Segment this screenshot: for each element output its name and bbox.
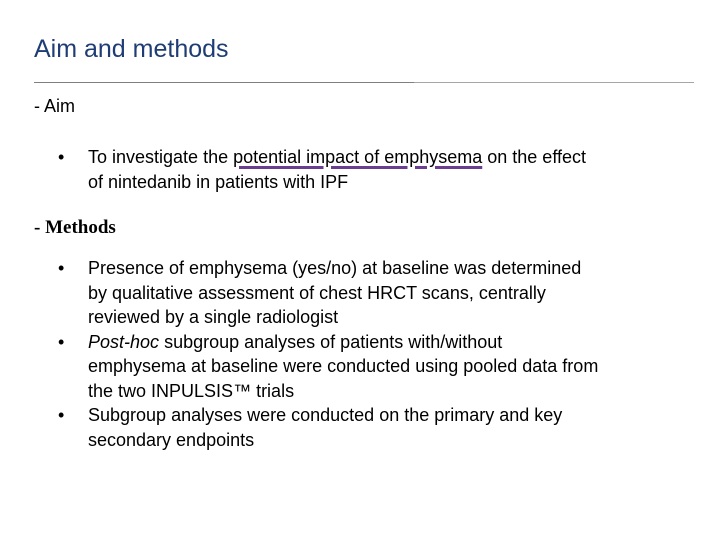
aim-bullet-line: of nintedanib in patients with IPF bbox=[88, 171, 349, 192]
methods-bullet-line: secondary endpoints bbox=[88, 429, 255, 450]
methods-bullet-line: by qualitative assessment of chest HRCT scans, centrally bbox=[88, 282, 546, 303]
methods-heading: - Methods bbox=[34, 217, 116, 238]
aim-heading: - Aim bbox=[34, 96, 76, 116]
post-hoc-italic: Post-hoc bbox=[88, 331, 160, 352]
methods-bullet-line bbox=[88, 330, 698, 355]
aim-underlined-phrase: potential impact of emphysema bbox=[233, 147, 483, 167]
methods-bullet-line: the two INPULSIS™ trials bbox=[88, 380, 295, 401]
methods-text-rest: subgroup analyses of patients with/without bbox=[164, 331, 503, 352]
methods-bullet-item bbox=[58, 330, 698, 404]
methods-bullet-line: reviewed by a single radiologist bbox=[88, 307, 339, 327]
methods-bullet-list bbox=[58, 256, 698, 452]
aim-bullet-item bbox=[58, 145, 698, 194]
methods-bullet-line: emphysema at baseline were conducted using pooled data from bbox=[88, 356, 599, 376]
title-divider-accent bbox=[34, 82, 414, 83]
bullet-marker: • bbox=[58, 258, 65, 278]
methods-bullet-line: Presence of emphysema (yes/no) at baseline was determined bbox=[88, 258, 582, 278]
aim-bullet-line bbox=[88, 145, 698, 170]
bullet-marker: • bbox=[58, 405, 65, 425]
aim-bullet-list bbox=[58, 145, 698, 194]
aim-text-pre: To investigate the bbox=[88, 147, 229, 167]
methods-bullet-line: Subgroup analyses were conducted on the primary and key bbox=[88, 405, 563, 425]
bullet-marker: • bbox=[58, 331, 65, 352]
methods-bullet-item bbox=[58, 403, 698, 452]
bullet-marker: • bbox=[58, 147, 65, 167]
methods-bullet-item bbox=[58, 256, 698, 330]
aim-text-post: on the effect bbox=[487, 147, 587, 167]
slide-title: Aim and methods bbox=[34, 35, 229, 63]
